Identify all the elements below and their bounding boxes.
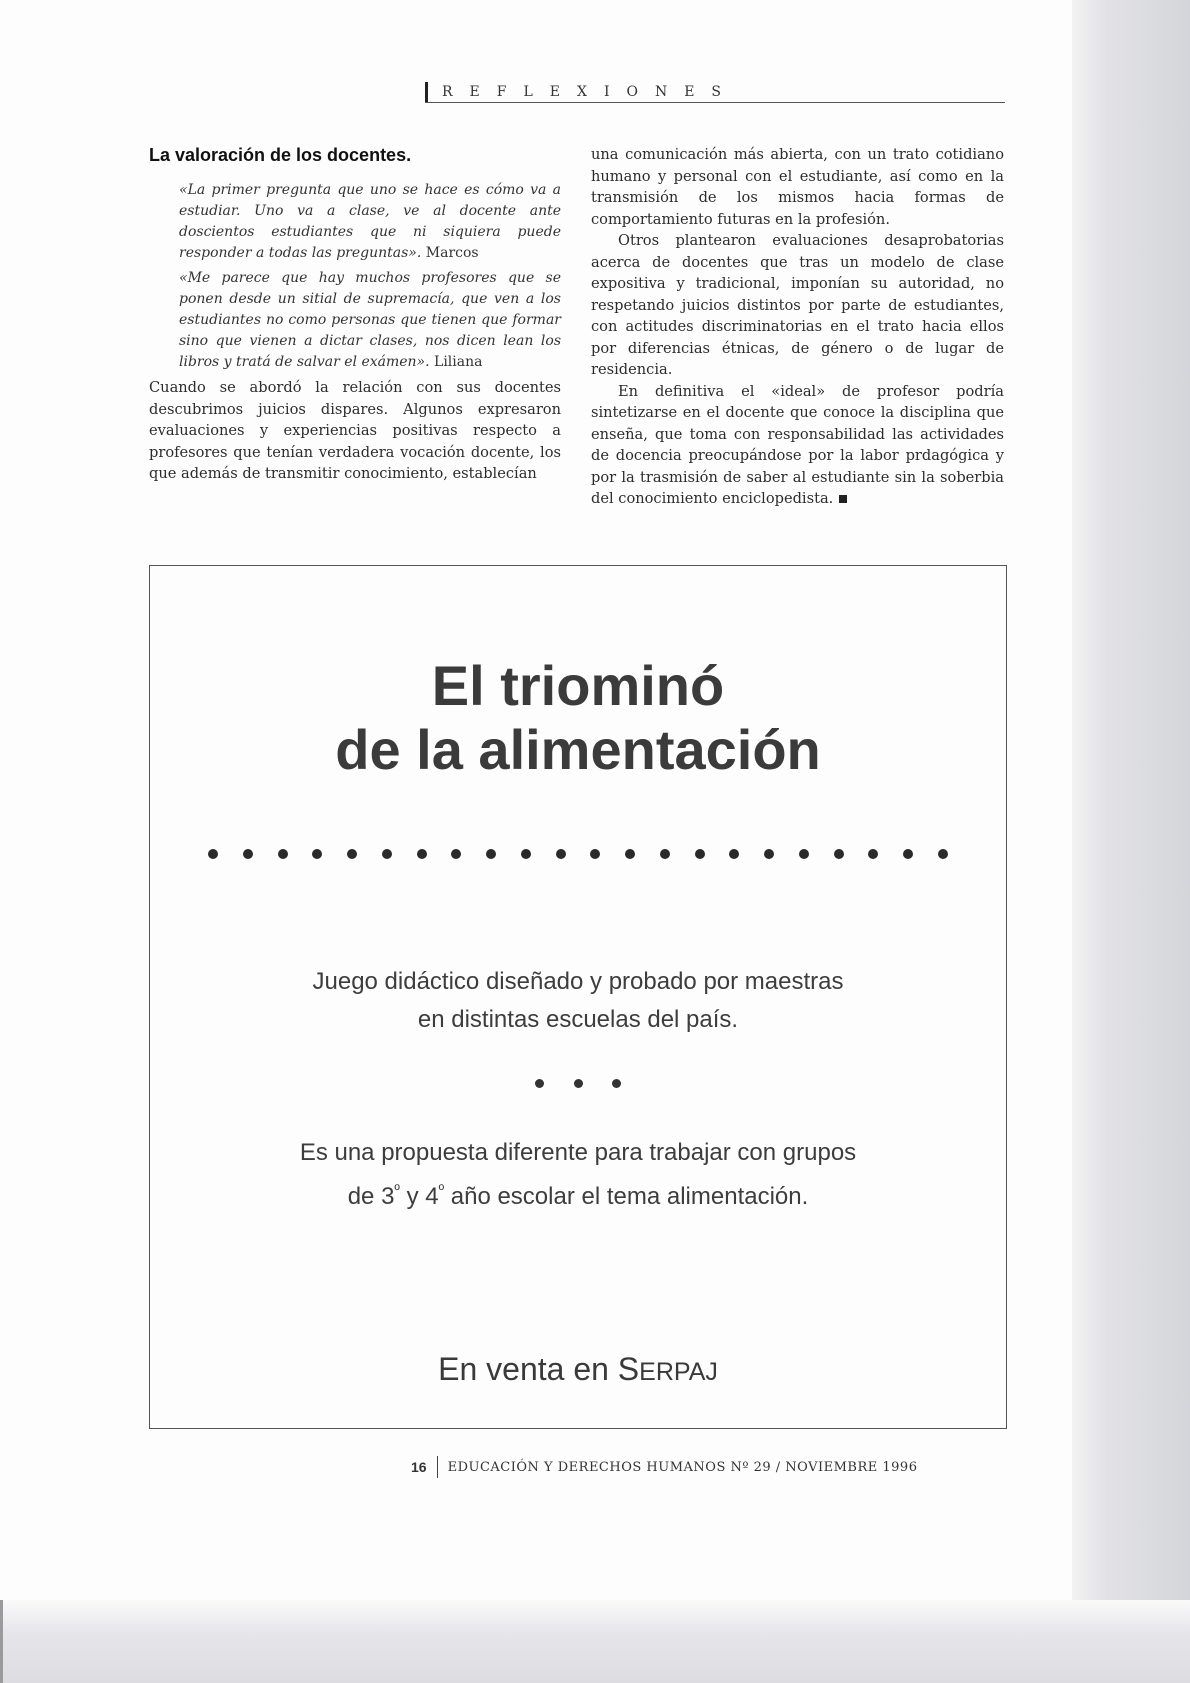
divider-dot: [312, 849, 322, 859]
ad-title-line-2: de la alimentación: [335, 718, 821, 781]
paragraph-1-right: una comunicación más abierta, con un trato cotidiano humano y personal con el estudiante, así como en la transmisión de los mismos hacia formas de comportamiento futuras en la profesión.: [591, 146, 1004, 228]
divider-dot: [486, 849, 496, 859]
quote-2-author: Liliana: [434, 354, 483, 370]
scan-left-edge: [0, 1600, 3, 1683]
ad-proposal-line-2: [348, 1183, 809, 1210]
divider-dot: [903, 849, 913, 859]
ad-sales-line: [150, 1351, 1006, 1388]
page-footer: [411, 1452, 1011, 1482]
ad-title-line-1: El triominó: [431, 654, 725, 717]
paragraph-1-left: Cuando se abordó la relación con sus docentes descubrimos juicios dispares. Algunos expresaron evaluaciones y experiencias positivas respecto a profesores que tenían verdadera vocación docente, los que además de transmitir conocimiento, establecían: [149, 379, 561, 482]
divider-dot: [695, 849, 705, 859]
ad-description-line-1: Juego didáctico diseñado y probado por maestras: [312, 968, 844, 995]
left-column: [149, 144, 561, 485]
quote-1-author: Marcos: [425, 245, 479, 261]
quote-1-text: «La primer pregunta que uno se hace es cómo va a estudiar. Uno va a clase, ve al docente ante doscientos estudiantes que ni siquiera puede responder a todas las preguntas».: [179, 182, 561, 261]
ad-small-dot-divider: [535, 1079, 621, 1089]
divider-dot: [521, 849, 531, 859]
paragraph-3: [591, 381, 1004, 510]
ad-proposal: [150, 1134, 1006, 1216]
ad-description-line-2: en distintas escuelas del país.: [417, 1006, 739, 1033]
scan-right-shadow: [1072, 0, 1190, 1683]
ad-proposal-ordinal-2: º: [438, 1182, 445, 1199]
ad-sales-prefix: En venta en: [438, 1351, 618, 1387]
quote-1: [179, 180, 561, 264]
small-divider-dot: [612, 1079, 621, 1088]
divider-dot: [451, 849, 461, 859]
ad-proposal-grade-4: y 4: [399, 1183, 439, 1210]
ad-proposal-ordinal-1: º: [394, 1182, 400, 1199]
ad-proposal-line-1: Es una propuesta diferente para trabajar con grupos: [299, 1139, 857, 1166]
divider-dot: [590, 849, 600, 859]
divider-dot: [868, 849, 878, 859]
divider-dot: [834, 849, 844, 859]
journal-info: EDUCACIÓN Y DERECHOS HUMANOS Nº 29 / NOVIEMBRE 1996: [447, 1459, 918, 1475]
advertisement-box: [149, 565, 1007, 1429]
divider-dot: [417, 849, 427, 859]
scan-bottom-shadow: [0, 1600, 1190, 1683]
footer-separator: [437, 1456, 438, 1478]
section-header-label: REFLEXIONES: [442, 84, 739, 100]
divider-dot: [625, 849, 635, 859]
paragraph-2: Otros plantearon evaluaciones desaprobatorias acerca de docentes que tras un modelo de clase expositiva y tradicional, imponían su autoridad, no respetando juicios distintos por parte de estudiantes, con actitudes discriminatorias en el trato hacia ellos por diferencias étnicas, de género o de lugar de residencia.: [591, 232, 1004, 378]
small-divider-dot: [535, 1079, 544, 1088]
divider-dot: [660, 849, 670, 859]
ad-proposal-grade-3: de 3: [347, 1183, 395, 1210]
divider-dot: [382, 849, 392, 859]
divider-dot: [729, 849, 739, 859]
header-bar: [425, 82, 428, 102]
divider-dot: [243, 849, 253, 859]
section-header: [425, 80, 1005, 103]
divider-dot: [347, 849, 357, 859]
divider-dot: [764, 849, 774, 859]
ad-title: [150, 654, 1006, 782]
small-divider-dot: [574, 1079, 583, 1088]
divider-dot: [208, 849, 218, 859]
ad-proposal-topic: año escolar el tema alimentación.: [444, 1183, 809, 1210]
ad-brand-rest: ERPAJ: [639, 1358, 718, 1386]
divider-dot: [938, 849, 948, 859]
divider-dot: [278, 849, 288, 859]
ad-dot-divider: [208, 848, 948, 860]
quote-2-text: «Me parece que hay muchos profesores que se ponen desde un sitial de supremacía, que ven a los estudiantes no como personas que tienen que formar sino que vienen a dictar clases, nos dicen lean los libros y tratá de salvar el exámen».: [179, 270, 561, 370]
paragraph-3-text: En definitiva el «ideal» de profesor podría sintetizarse en el docente que conoce la disciplina que enseña, que toma con responsabilidad las actividades de docencia preocupándose por la labor prdagógica y por la trasmisión de saber al estudiante sin la soberbia del conocimiento enciclopedista.: [591, 382, 1004, 507]
divider-dot: [556, 849, 566, 859]
ad-description: [150, 963, 1006, 1039]
quote-2: [179, 268, 561, 373]
ad-brand-initial: S: [617, 1351, 640, 1387]
right-column: [591, 144, 1004, 510]
page-number: 16: [411, 1459, 427, 1475]
end-of-article-mark: [839, 495, 847, 503]
divider-dot: [799, 849, 809, 859]
article-title: La valoración de los docentes.: [149, 145, 412, 165]
